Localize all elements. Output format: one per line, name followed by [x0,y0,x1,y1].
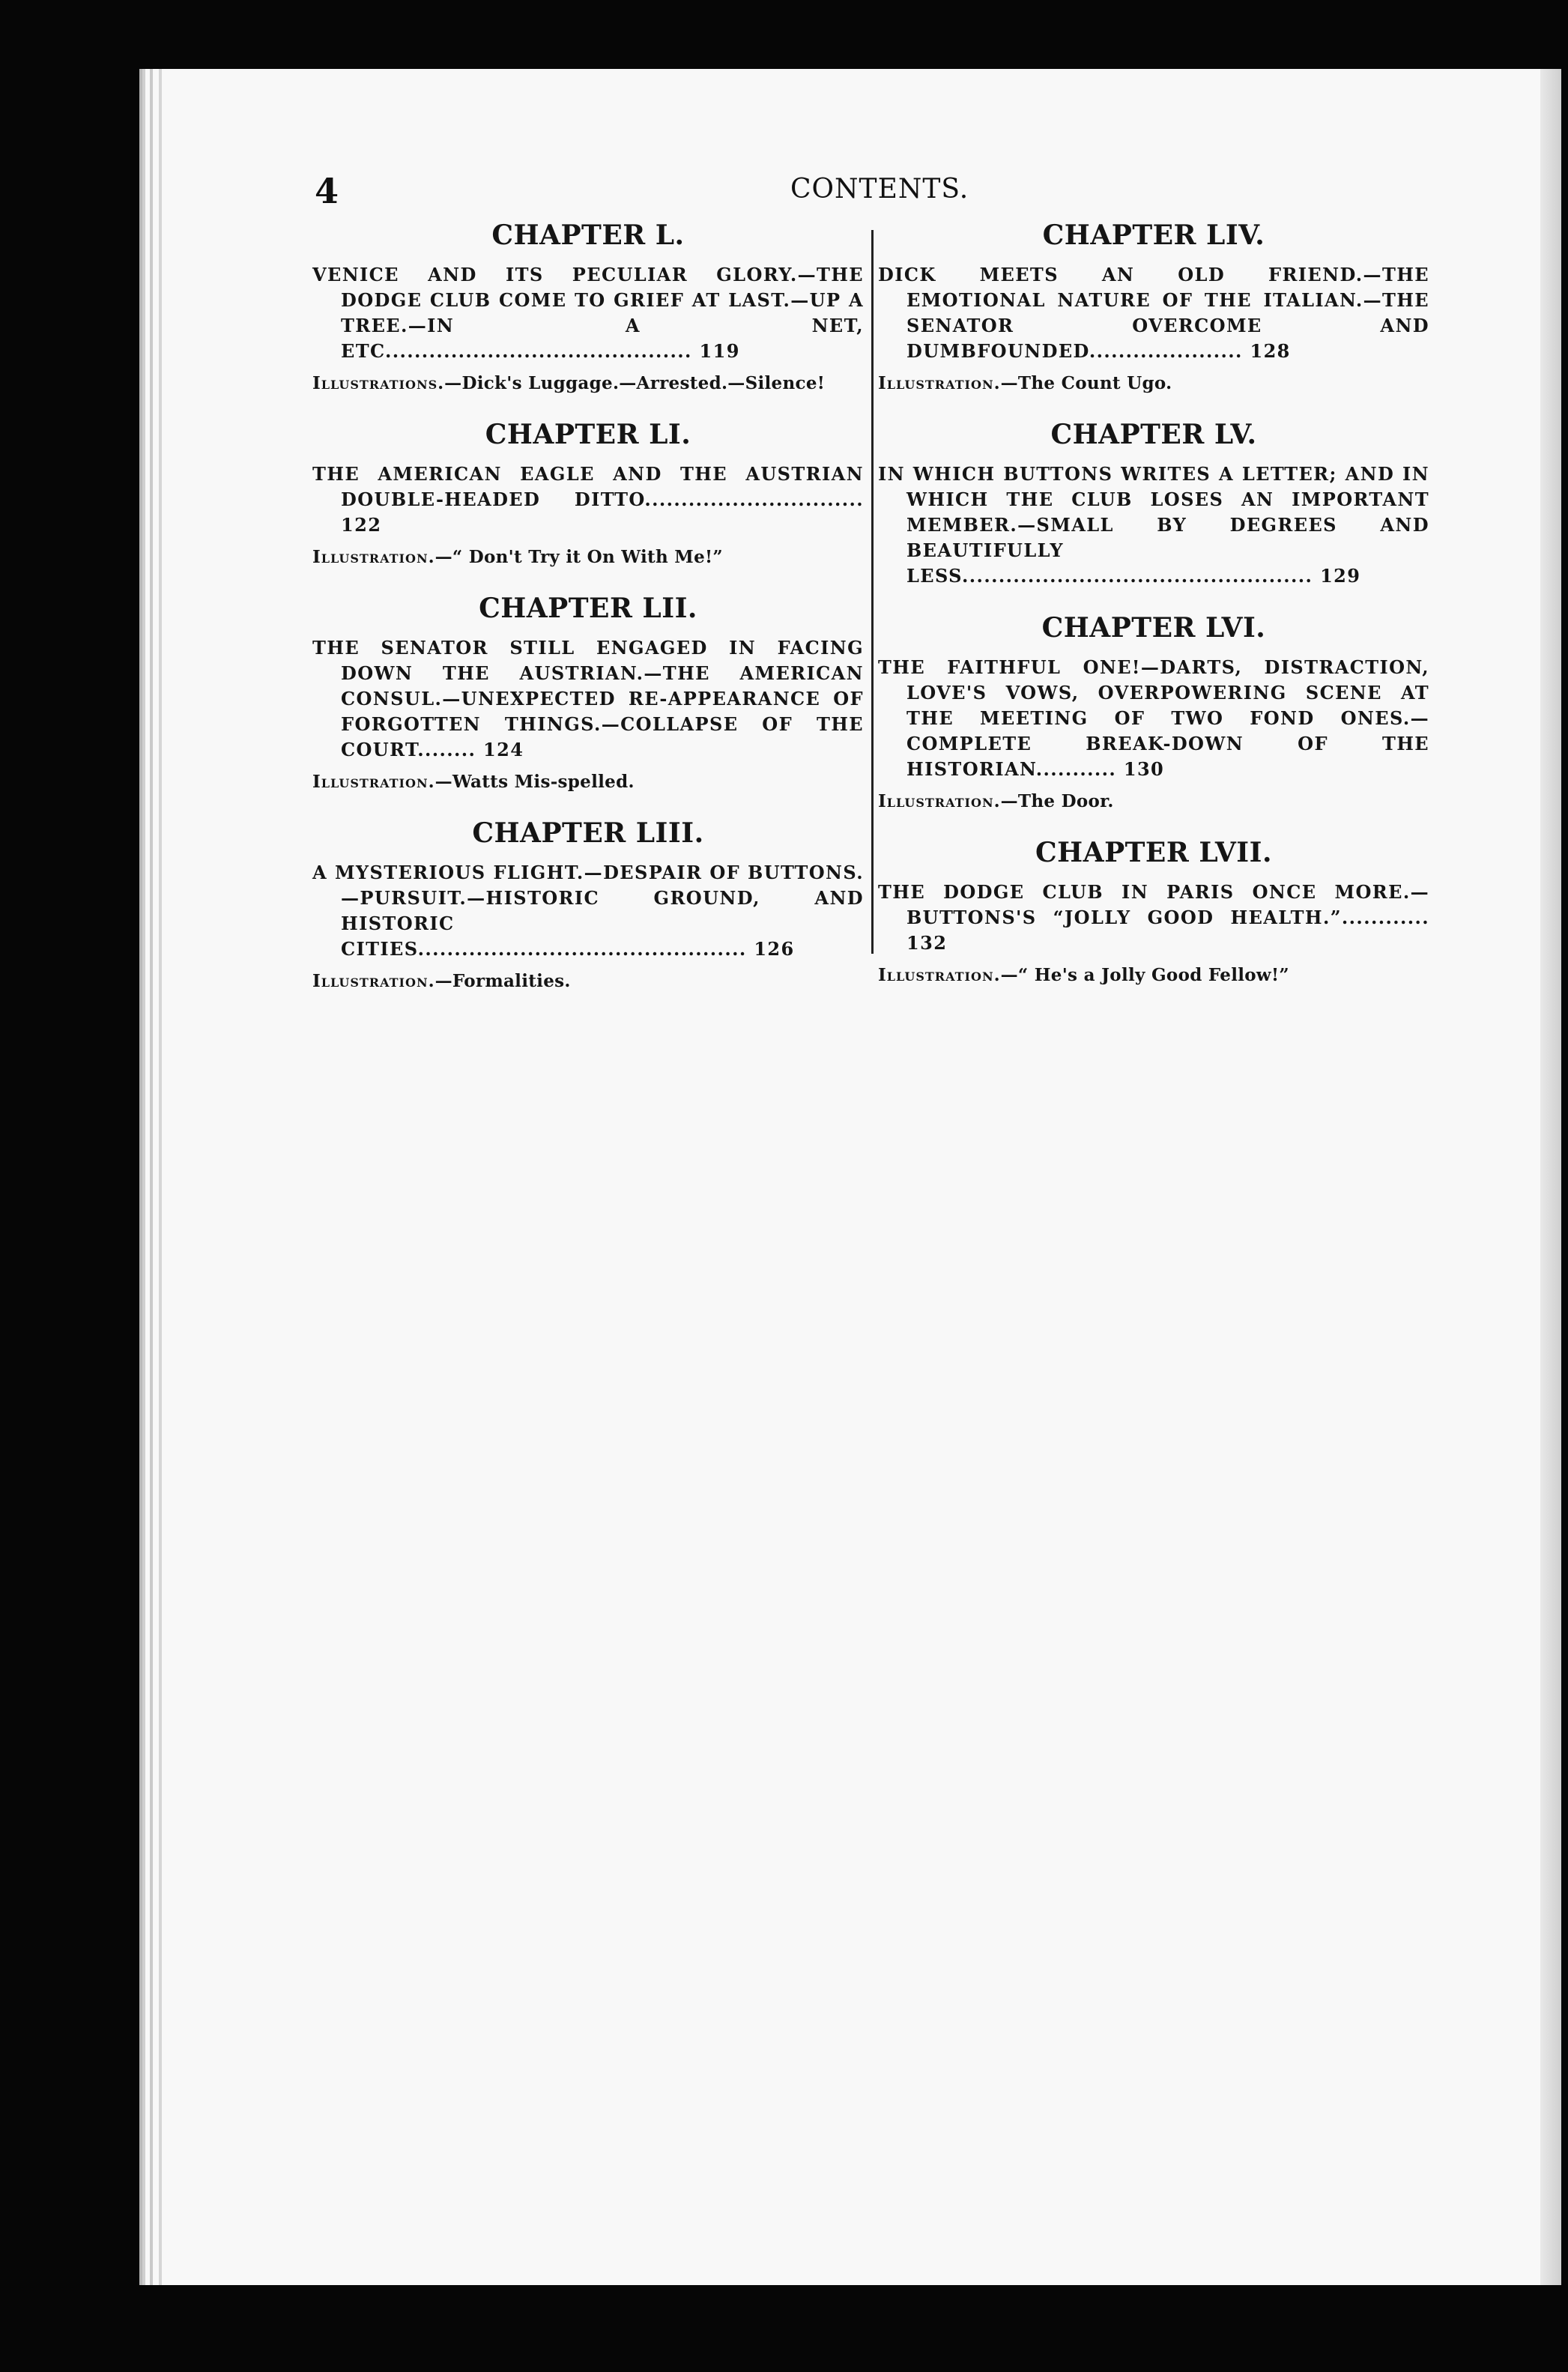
contents-title: CONTENTS. [790,174,969,205]
illustration-line [878,372,1429,396]
illustration-label: Illustrations. [312,373,445,393]
chapter-summary: A MYSTERIOUS FLIGHT.—DESPAIR OF BUTTONS.—PURSUIT.—HISTORIC GROUND, AND HISTORIC CITIES............................................. 126 [312,862,864,960]
illustration-text: —“ He's a Jolly Good Fellow!” [1000,965,1289,985]
illustration-line [312,372,864,396]
chapter-heading: CHAPTER LI. [485,419,691,450]
chapter-summary: IN WHICH BUTTONS WRITES A LETTER; AND IN WHICH THE CLUB LOSES AN IMPORTANT MEMBER.—SMALL BY DEGREES AND BEAUTIFULLY LESS................................................ 129 [878,463,1429,587]
chapter-heading: CHAPTER LIV. [1042,220,1265,251]
chapter-heading: CHAPTER LII. [479,593,697,624]
chapter-heading: CHAPTER LVI. [1041,612,1266,644]
illustration-text: —Watts Mis-spelled. [435,772,635,792]
illustration-text: —“ Don't Try it On With Me!” [435,547,723,567]
illustration-label: Illustration. [312,971,435,991]
chapter-summary: DICK MEETS AN OLD FRIEND.—THE EMOTIONAL NATURE OF THE ITALIAN.—THE SENATOR OVERCOME AND DUMBFOUNDED..................... 128 [878,264,1429,362]
binding-edge [139,69,142,2285]
illustration-line [878,963,1429,987]
illustration-label: Illustration. [312,772,435,792]
chapter-heading: CHAPTER LVII. [1035,837,1273,868]
column-divider [871,230,874,954]
page-edge-shadow [1540,69,1561,2285]
chapter-summary: THE FAITHFUL ONE!—DARTS, DISTRACTION, LOVE'S VOWS, OVERPOWERING SCENE AT THE MEETING OF TWO FOND ONES.—COMPLETE BREAK-DOWN OF THE HISTORIAN........... 130 [878,656,1429,780]
chapter-heading: CHAPTER LIII. [472,817,704,849]
chapter-heading: CHAPTER LV. [1050,419,1257,450]
chapter-summary: THE SENATOR STILL ENGAGED IN FACING DOWN THE AUSTRIAN.—THE AMERICAN CONSUL.—UNEXPECTED RE-APPEARANCE OF FORGOTTEN THINGS.—COLLAPSE OF THE COURT........ 124 [312,637,864,760]
illustration-line [878,790,1429,814]
right-column [878,219,1429,1010]
illustration-text: —The Count Ugo. [1000,373,1172,393]
chapter-summary: THE DODGE CLUB IN PARIS ONCE MORE.—BUTTONS'S “JOLLY GOOD HEALTH.”............ 132 [878,881,1429,954]
chapter-entry [312,418,864,569]
binding-edge [159,69,162,2285]
illustration-label: Illustration. [878,965,1001,985]
chapter-entry [312,219,864,396]
illustration-text: —Dick's Luggage.—Arrested.—Silence! [444,373,826,393]
illustration-label: Illustration. [878,791,1001,811]
chapter-entry [878,611,1429,814]
illustration-line [312,545,864,569]
chapter-entry [878,836,1429,987]
illustration-line [312,969,864,993]
page-number: 4 [315,171,339,211]
binding-edge [150,69,153,2285]
illustration-text: —The Door. [1000,791,1114,811]
chapter-entry [878,219,1429,396]
chapter-summary: THE AMERICAN EAGLE AND THE AUSTRIAN DOUBLE-HEADED DITTO.............................. 122 [312,463,864,536]
illustration-text: —Formalities. [435,971,571,991]
chapter-summary: VENICE AND ITS PECULIAR GLORY.—THE DODGE CLUB COME TO GRIEF AT LAST.—UP A TREE.—IN A NET, ETC.......................................... 119 [312,264,864,362]
chapter-entry [312,817,864,993]
illustration-label: Illustration. [878,373,1001,393]
illustration-line [312,770,864,794]
chapter-entry [878,418,1429,589]
illustration-label: Illustration. [312,547,435,567]
left-column [312,219,864,1016]
chapter-heading: CHAPTER L. [491,220,685,251]
chapter-entry [312,592,864,794]
